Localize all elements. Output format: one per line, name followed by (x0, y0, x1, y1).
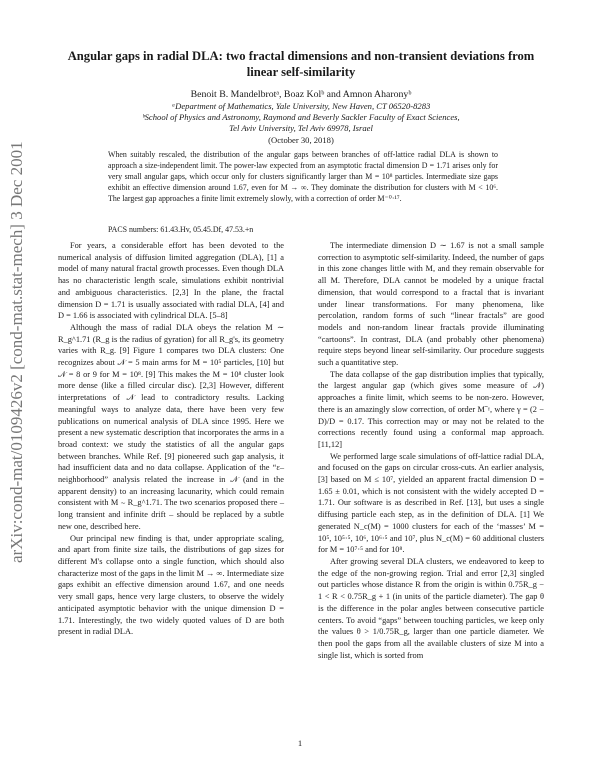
page-number: 1 (297, 738, 303, 748)
body-paragraph: We performed large scale simulations of off-lattice radial DLA, and focused on the gaps on circular cross-cuts. An earlier analysis, [3] based on M ≤ 10⁷, yielded an apparent fractal dimension D = 1.65 ± 0.01, which is not consistent with the widely accepted D = 1.71. Our software is as described in Ref. [13], but uses a single diffusing particle each step, as in the definition of DLA. [1] We generated N_c(M) = 1000 clusters for each of the ‘masses’ M = 10⁵, 10⁵·⁵, 10⁶, 10⁶·⁵ and 10⁷, plus N_c(M) = 60 additional clusters for M = 10⁷·⁵ and for 10⁸. (318, 451, 544, 555)
body-paragraph: The data collapse of the gap distribution implies that typically, the largest angular gap (which gives some measure of 𝒩) approaches a finite limit, which seems to be non-zero. However, there is an amazingly slow correction, of order M⁻ᵞ, where γ = (2 − D)/D = 0.17. This correction may or may not be related to the corrections recently found using a conformal map approach. [11,12] (318, 369, 544, 449)
body-paragraph: Our principal new finding is that, under appropriate scaling, and apart from finite size tails, the distributions of gap sizes for different M's collapse onto a single function, which should also characterize most of the gaps in the limit M → ∞. Intermediate size gaps exhibit an effective dimension around 1.67, and one needs very small gaps, hence very large clusters, to observe the widely anticipated asymptotic behavior with the unique dimension D = 1.71. Interestingly, the two widely quoted values of D are both present in radial DLA. (58, 533, 284, 637)
left-column (58, 240, 284, 638)
abstract: When suitably rescaled, the distribution of the angular gaps between branches of off-lattice radial DLA is shown to approach a size-independent limit. The power-law expected from an asymptotic fractal dimension D = 1.71 arises only for very small angular gaps, which occur only for clusters significantly larger than M = 10⁸ particles. Intermediate size gaps exhibit an effective dimension around 1.67, even for M → ∞. They dominate the distribution for clusters with M < 10⁶. The largest gap approaches a finite limit extremely slowly, with a correction of order M⁻⁰·¹⁷. (108, 150, 498, 203)
body-paragraph: The intermediate dimension D ∼ 1.67 is not a small sample correction to asymptotic self-similarity. Indeed, the number of gaps in this zone changes little with M, and they remain observable for all M. Therefore, DLA cannot be modeled by a unique fractal dimension, that would correspond to a fractal that is invariant under linear transformations. For many phenomena, like percolation, random forms of such “linear fractals” are good models and non-random linear fractals provide illuminating “cartoons”. In contrast, DLA (and probably other phenomena) require steps beyond linear self-similarity. Our procedure suggests such a quantitative step. (318, 241, 544, 368)
arxiv-identifier: arXiv:cond-mat/0109426v2 [cond-mat.stat-mech] 3 Dec 2001 (7, 141, 26, 563)
paper-date: (October 30, 2018) (268, 135, 334, 145)
affiliations (58, 101, 544, 135)
affiliation-line: ᵇSchool of Physics and Astronomy, Raymond and Beverly Sackler Faculty of Exact Sciences, (142, 112, 460, 123)
body-paragraph: Although the mass of radial DLA obeys the relation M ∼ R_g^1.71 (R_g is the radius of gyration) for all R_g's, its geometry varies with R_g. [9] Figure 1 compares two DLA clusters: One recognizes about 𝒩 = 5 main arms for M = 10⁵ particles, [10] but 𝒩 = 8 or 9 for M = 10⁸. [9] This makes the M = 10⁸ cluster look more dense (like a filled circular disc). [2,3] However, different interpretations of 𝒩 lead to contradictory results. Lacking meaningful ways to analyze data, there have been very few publications on numerical analysis of DLA since 1995. Here we present a new systematic description that incorporates the arms in a broad context: we study the statistics of all the angular gaps between branches. While Ref. [9] pioneered such gap analysis, it had insufficient data and no data collapse. Application of the “ε–neighborhood” analysis related the increase in 𝒩 (and in the apparent density) to an increasing lacunarity, which could remain consistent with M ∼ R_g^1.71. The two scenarios proposed there – long transient and infinite drift – should be replaced by a subtle new one, described here. (58, 322, 284, 531)
paper-title: Angular gaps in radial DLA: two fractal dimensions and non-transient deviations from linear self-similarity (67, 49, 535, 79)
arxiv-sidebar-stamp (0, 0, 32, 776)
body-paragraph: For years, a considerable effort has been devoted to the numerical analysis of diffusion limited aggregation (DLA), [1] a model of many natural fractal growth processes. Even though DLA has no characteristic length scale, simulations exhibit nontrivial and ambiguous characteristics. [2,3] In the plane, the fractal dimension D = 1.71 is usually associated with radial DLA, [4] and D = 1.66 is associated with cylindrical DLA. [5–8] (58, 241, 284, 321)
affiliation-line: Tel Aviv University, Tel Aviv 69978, Israel (229, 123, 373, 134)
body-paragraph: After growing several DLA clusters, we endeavored to keep to the edge of the non-growing region. Trial and error [2,3] singled out particles whose distance R from the origin is within 0.75R_g − 1 < R < 0.75R_g + 1 (in units of the particle diameter). The gap θ is the difference in the polar angles between consecutive particle centers. To avoid “gaps” between touching particles, we keep only the values θ > 1/0.75R_g, larger than one particle diameter. We then pool the gaps from all the available clusters of size M into a single list, which is sorted from (318, 556, 544, 660)
author-list: Benoit B. Mandelbrotᵃ, Boaz Kolᵇ and Amnon Aharonyᵇ (190, 89, 412, 100)
pacs-numbers: PACS numbers: 61.43.Hv, 05.45.Df, 47.53.+n (108, 225, 254, 234)
affiliation-line: ᵃDepartment of Mathematics, Yale University, New Haven, CT 06520-8283 (171, 101, 431, 111)
right-column (318, 240, 544, 661)
